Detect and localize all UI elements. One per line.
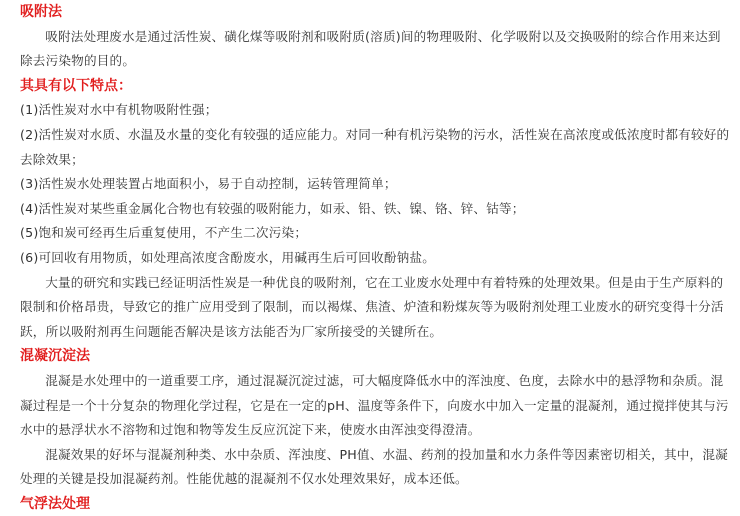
section-heading-adsorption: 吸附法 — [20, 4, 62, 20]
section-heading-coagulation: 混凝沉淀法 — [20, 348, 90, 365]
adsorption-intro-paragraph: 吸附法处理废水是通过活性炭、磺化煤等吸附剂和吸附质(溶质)间的物理吸附、化学吸附以及交换吸附的综合作用来达到除去污染物的目的。 — [20, 28, 721, 69]
feature-item-5: (5)饱和炭可经再生后重复使用，不产生二次污染； — [20, 225, 308, 241]
feature-item-4: (4)活性炭对某些重金属化合物也有较强的吸附能力，如汞、铅、铁、镍、铬、锌、钴等； — [20, 200, 525, 216]
coagulation-paragraph-2: 混凝效果的好坏与混凝剂种类、水中杂质、浑浊度、PH值、水温、药剂的投加量和水力条件等因素密切相关，其中，混凝处理的关键是投加混凝药剂。性能优越的混凝剂不仅水处理效果好，成本还低。 — [20, 446, 728, 487]
features-subheading: 其具有以下特点： — [20, 77, 132, 94]
coagulation-paragraph-1: 混凝是水处理中的一道重要工序，通过混凝沉淀过滤，可大幅度降低水中的浑浊度、色度，去除水中的悬浮物和杂质。混凝过程是一个十分复杂的物理化学过程，它是在一定的pH、温度等条件下，向废水中加入一定量的混凝剂，通过搅拌使其与污水中的悬浮状水不溶物和过饱和物等发生反应沉淀下来，使废水由浑浊变得澄清。 — [20, 372, 729, 438]
adsorption-closing-paragraph: 大量的研究和实践已经证明活性炭是一种优良的吸附剂，它在工业废水处理中有着特殊的处理效果。但是由于生产原料的限制和价格昂贵，导致它的推广应用受到了限制，而以褐煤、焦渣、炉渣和粉煤灰等为吸附剂处理工业废水的研究变得十分活跃，所以吸附剂再生问题能否解决是该方法能否为厂家所接受的关键所在。 — [20, 274, 724, 339]
feature-item-1: (1)活性炭对水中有机物吸附性强； — [20, 102, 218, 118]
section-heading-flotation: 气浮法处理 — [20, 495, 90, 512]
feature-item-2: (2)活性炭对水质、水温及水量的变化有较强的适应能力。对同一种有机污染物的污水，活性炭在高浓度或低浓度时都有较好的去除效果； — [20, 126, 730, 167]
feature-item-6: (6)可回收有用物质，如处理高浓度含酚废水，用碱再生后可回收酚钠盐。 — [20, 249, 436, 265]
feature-item-3: (3)活性炭水处理装置占地面积小，易于自动控制，运转管理简单； — [20, 176, 397, 192]
